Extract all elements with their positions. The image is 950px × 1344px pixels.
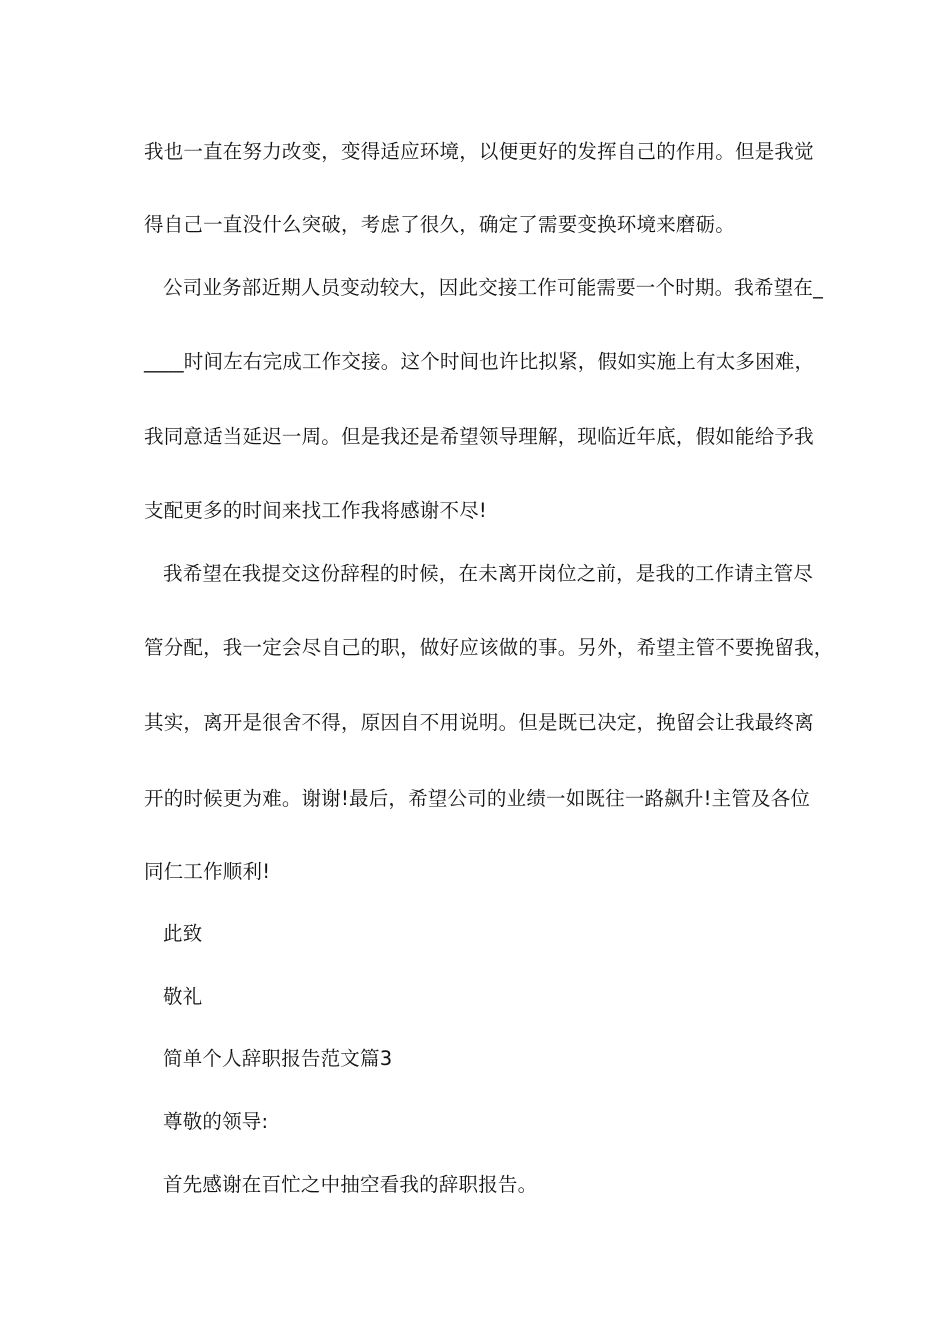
paragraph-line: 管分配，我一定会尽自己的职，做好应该做的事。另外，希望主管不要挽留我， [144,636,834,659]
paragraph-line: 我也一直在努力改变，变得适应环境，以便更好的发挥自己的作用。但是我觉 [144,140,814,163]
closing-line: 此致 [163,922,203,945]
paragraph-line: 首先感谢在百忙之中抽空看我的辞职报告。 [163,1173,538,1196]
section-title: 简单个人辞职报告范文篇3 [163,1047,393,1070]
paragraph-line: 我希望在我提交这份辞程的时候，在未离开岗位之前，是我的工作请主管尽 [163,562,814,585]
salutation-line: 尊敬的领导: [163,1110,269,1133]
paragraph-line: 支配更多的时间来找工作我将感谢不尽! [144,499,487,522]
paragraph-line: 同仁工作顺利! [144,860,271,883]
paragraph-line: 我同意适当延迟一周。但是我还是希望领导理解，现临近年底，假如能给予我 [144,425,814,448]
paragraph-line: 公司业务部近期人员变动较大，因此交接工作可能需要一个时期。我希望在_ [163,276,824,299]
closing-line: 敬礼 [163,985,203,1008]
paragraph-line: 开的时候更为难。谢谢!最后，希望公司的业绩一如既往一路飙升!主管及各位 [144,787,811,810]
paragraph-line: 得自己一直没什么突破，考虑了很久，确定了需要变换环境来磨砺。 [144,213,736,236]
paragraph-line: ____时间左右完成工作交接。这个时间也许比拟紧，假如实施上有太多困难， [144,350,815,373]
paragraph-line: 其实，离开是很舍不得，原因自不用说明。但是既已决定，挽留会让我最终离 [144,711,814,734]
